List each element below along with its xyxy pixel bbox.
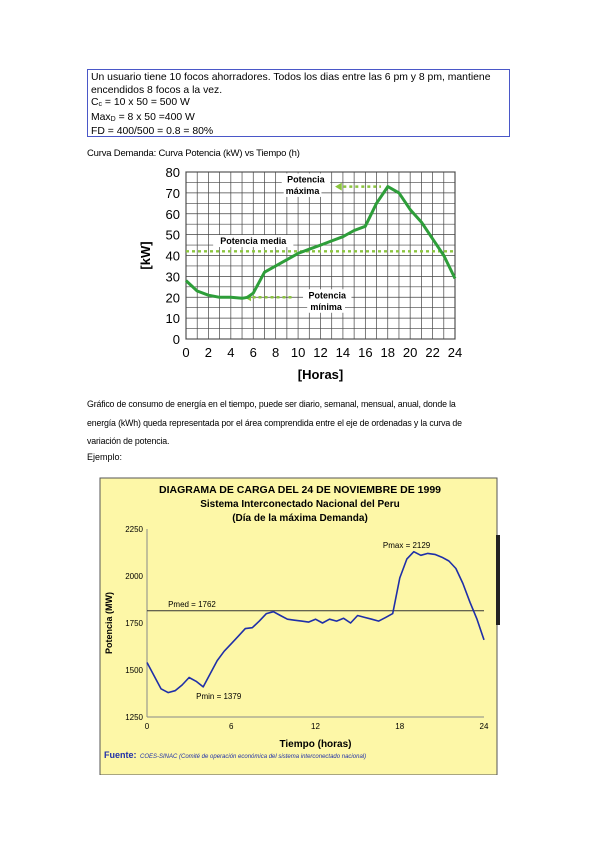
pmed-label: Pmed = 1762 — [168, 600, 216, 610]
x-tick-label: 8 — [272, 345, 280, 360]
chart2-y-tick-label: 1750 — [125, 619, 143, 628]
y-tick-label: 60 — [165, 206, 180, 222]
x-tick-label: 16 — [358, 345, 373, 360]
chart2-subtitle2: (Día de la máxima Demanda) — [232, 513, 368, 524]
chart2-subtitle: Sistema Interconectado Nacional del Peru — [200, 499, 400, 510]
intro-box — [87, 69, 510, 137]
y-tick-label: 40 — [165, 248, 180, 264]
cc-formula: = 10 x 50 = 500 W — [102, 97, 190, 109]
x-tick-label: 24 — [447, 345, 463, 360]
chart2-title: DIAGRAMA DE CARGA DEL 24 DE NOVIEMBRE DE 1999 — [159, 484, 441, 496]
y-axis-label: [kW] — [138, 241, 153, 270]
chart2-y-tick-label: 1250 — [125, 713, 143, 722]
pmin-label: Pmin = 1379 — [196, 692, 242, 702]
description-paragraph — [87, 395, 462, 451]
x-tick-label: 18 — [380, 345, 395, 360]
maxd-subscript: D — [110, 115, 116, 123]
paragraph-line-2: energía (kWh) queda representada por el área comprendida entre el eje de ordenadas y la curva de — [87, 417, 462, 428]
x-tick-label: 6 — [249, 345, 257, 360]
ejemplo-label: Ejemplo: — [87, 452, 123, 462]
y-tick-label: 0 — [172, 332, 180, 347]
x-tick-label: 10 — [290, 345, 306, 360]
paragraph-line-3: variación de potencia. — [87, 436, 170, 446]
maxd-symbol: Max — [91, 111, 111, 123]
source-label: Fuente: — [104, 750, 137, 760]
chart2-x-tick-label: 12 — [311, 722, 320, 731]
chart2-y-tick-label: 2000 — [125, 572, 143, 581]
demand-curve-chart — [0, 160, 599, 400]
x-tick-label: 14 — [335, 345, 351, 360]
x-tick-label: 0 — [182, 345, 190, 360]
y-tick-label: 80 — [165, 165, 180, 180]
chart2-y-tick-label: 1500 — [125, 666, 143, 675]
chart2-edge-shadow — [496, 535, 500, 625]
intro-line-3 — [91, 97, 506, 112]
chart2-x-tick-label: 24 — [479, 722, 489, 731]
cc-subscript: c — [98, 101, 103, 109]
intro-line-5: FD = 400/500 = 0.8 = 80% — [91, 126, 214, 138]
pmax-label: Pmax = 2129 — [382, 540, 431, 550]
x-tick-label: 2 — [204, 345, 213, 360]
y-tick-label: 30 — [165, 269, 180, 285]
annot-min-line2: mínima — [310, 301, 342, 312]
chart2-x-tick-label: 6 — [229, 722, 234, 731]
source-text: COES-SINAC (Comité de operación económica del sistema interconectado nacional) — [140, 754, 367, 760]
intro-line-4 — [91, 112, 506, 127]
x-tick-label: 22 — [425, 345, 440, 360]
x-tick-label: 4 — [227, 345, 235, 360]
chart2-x-tick-label: 18 — [395, 722, 405, 731]
annot-media: Potencia media — [220, 236, 287, 247]
y-tick-label: 10 — [165, 311, 180, 327]
x-axis-label: [Horas] — [297, 367, 344, 382]
chart2-y-tick-label: 2250 — [125, 525, 143, 534]
chart2-y-axis-label: Potencia (MW) — [104, 592, 114, 654]
intro-line-1: Un usuario tiene 10 focos ahorradores. Todos los dias entre las 6 pm y 8 pm, mantiene — [91, 72, 491, 83]
annot-max-line1: Potencia — [287, 174, 325, 185]
cc-symbol: C — [91, 97, 99, 109]
annot-min-line1: Potencia — [308, 290, 346, 301]
y-tick-label: 50 — [165, 227, 180, 243]
chart1-caption: Curva Demanda: Curva Potencia (kW) vs Tiempo (h) — [87, 148, 300, 159]
chart2-x-axis-label: Tiempo (horas) — [279, 739, 352, 750]
y-tick-label: 20 — [165, 290, 180, 306]
maxd-formula: = 8 x 50 =400 W — [115, 111, 195, 123]
load-diagram-chart — [0, 465, 599, 775]
paragraph-line-1: Gráfico de consumo de energía en el tiempo, puede ser diario, semanal, mensual, anual, donde la — [87, 399, 456, 409]
y-tick-label: 70 — [165, 185, 180, 201]
chart2-x-tick-label: 0 — [144, 722, 150, 731]
intro-line-2: encendidos 8 focos a la vez. — [91, 84, 223, 96]
x-tick-label: 20 — [402, 345, 418, 360]
x-tick-label: 12 — [313, 345, 328, 360]
annot-max-line2: máxima — [285, 185, 320, 196]
